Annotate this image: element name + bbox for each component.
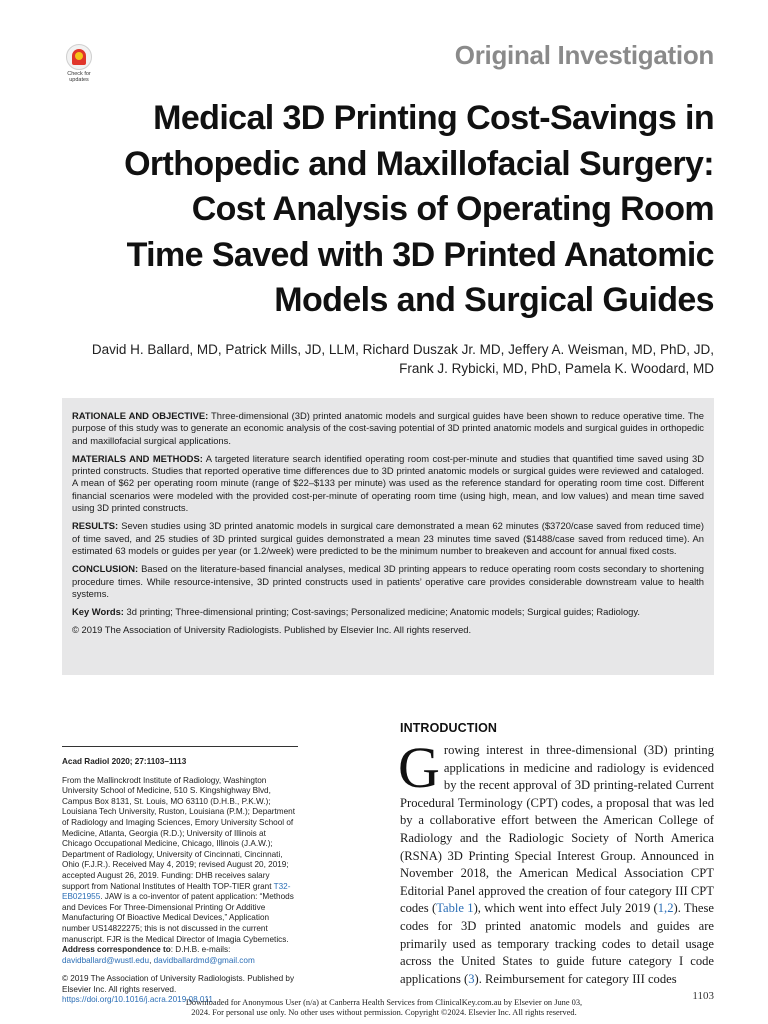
badge-text: Check for updates (67, 71, 91, 83)
introduction-heading: INTRODUCTION (400, 721, 498, 735)
journal-citation: Acad Radiol 2020; 27:1103–1113 (62, 757, 187, 766)
abstract-methods (72, 453, 704, 514)
abstract-keywords (72, 606, 704, 618)
title-line: Medical 3D Printing Cost-Savings in (153, 99, 714, 137)
title-line: Time Saved with 3D Printed Anatomic (126, 235, 714, 274)
page-number: 1103 (692, 990, 714, 1002)
abstract-results (72, 520, 704, 557)
results-text: Seven studies using 3D printed anatomic models in surgical care demonstrated a mean 62 minutes ($3720/case saved from reduced time) of time saved, and 25 studies of 3D printed surgical guides demonstrated a mean 23 minutes time saved ($1488/case saved from reduced time). An estimated 63 models or guides per year (or 1.2/week) were predicted to be the minimum number to breakeven and account for annual fixed costs. (72, 520, 705, 556)
citation-link[interactable]: 1,2 (657, 901, 674, 916)
intro-text-3: ). These codes for 3D printed anatomic models and guides are primarily used as temporary tracking codes to detail usage across the United States to guide future category I code applications ( (400, 901, 714, 986)
title-line: Models and Surgical Guides (274, 281, 714, 319)
abstract-rationale (72, 410, 704, 447)
abstract-copyright: © 2019 The Association of University Radiologists. Published by Elsevier Inc. All rights reserved. (72, 624, 472, 636)
doi-link[interactable]: https://doi.org/10.1016/j.acra.2019.08.011 (62, 995, 213, 1005)
drop-cap: G (398, 735, 440, 800)
table-reference-link[interactable]: Table 1 (436, 901, 474, 916)
affiliation-text: From the Mallinckrodt Institute of Radiology, Washington University School of Medicine, 510 S. Kingshighway Blvd, Campus Box 8131, St. Louis, MO 63110 (D.H.B., P.K.W.); Louisiana Tech University, Ruston, Louisiana (P.M.); Department of Radiology and Imaging Sciences, Emory University School of Medicine, Atlanta, Georgia (R.D.); University of Illinois at Chicago Occupational Medicine, Chicago, Illinois (J.A.W.); Department of Radiology, University of Cincinnati, Cincinnati, Ohio (F.J.R.). Received May 4, 2019; revised August 20, 2019; accepted August 26, 2019. Funding: DHB receives salary support from National Institutes of Health TOP-TIER grant (62, 775, 295, 891)
affiliations (62, 776, 298, 967)
methods-text: A targeted literature search identified operating room cost-per-minute and studies that quantified time saved using 3D printed constructs. Studies that reported operative time differences due to 3D printed anatomic models or surgical guides were reviewed and cataloged. A mean of $62 per operating room minute (range of $22–$133 per minute) was used as the reference standard for operating room time cost. Different financial scenarios were modeled with the provided cost-per-minute of operating room time (using high, mean, and low values) and mean time saved using 3D printed constructs. (72, 452, 704, 514)
rationale-text: Three-dimensional (3D) printed anatomic models and surgical guides have been shown to reduce operative time. The purpose of this study was to generate an economic analysis of the cost-saving potential of 3D printed anatomic models and surgical guides in orthopedic and maxillofacial surgical applications. (72, 410, 705, 446)
intro-text-2: ), which went into effect July 2019 ( (473, 901, 658, 916)
copyright-notice: © 2019 The Association of University Radiologists. Published by Elsevier Inc. All rights reserved. (62, 974, 295, 994)
section-label: Original Investigation (454, 40, 714, 70)
article-info-column (62, 746, 298, 1006)
check-for-updates-icon (66, 44, 92, 70)
methods-label: MATERIALS AND METHODS: (72, 452, 203, 464)
check-for-updates-badge[interactable] (62, 44, 96, 84)
title-line: Orthopedic and Maxillofacial Surgery: (124, 144, 714, 183)
abstract-conclusion (72, 563, 704, 600)
author-line: David H. Ballard, MD, Patrick Mills, JD, LLM, Richard Duszak Jr. MD, Jeffery A. Weisman, MD, PhD, JD, (91, 342, 714, 357)
introduction-text (398, 735, 714, 988)
email-link-2[interactable]: davidballardmd@gmail.com (153, 955, 255, 965)
conclusion-text: Based on the literature-based financial analyses, medical 3D printing appears to reduce operating room costs secondary to shortening procedure times. While resource-intensive, 3D printed constructs used in patients’ operative care provides considerable downstream value to health systems. (72, 563, 704, 599)
author-line: Frank J. Rybicki, MD, PhD, Pamela K. Woodard, MD (399, 361, 714, 376)
email-separator: , (149, 955, 152, 965)
grant-link[interactable]: T32-EB021955 (62, 881, 291, 902)
email-link[interactable]: davidballard@wustl.edu (62, 955, 150, 965)
title-line: Cost Analysis of Operating Room (191, 190, 714, 228)
footer-line: Downloaded for Anonymous User (n/a) at Canberra Health Services from ClinicalKey.com.au by Elsevier on June 03, (185, 998, 583, 1007)
results-label: RESULTS: (72, 520, 119, 532)
correspondence-name: : D.H.B. e-mails: (170, 945, 231, 955)
citation-link-3[interactable]: 3 (468, 971, 475, 986)
correspondence-label: Address correspondence to (62, 945, 171, 955)
article-title (54, 96, 714, 324)
download-footer (0, 998, 768, 1018)
rationale-label: RATIONALE AND OBJECTIVE: (72, 410, 209, 421)
keywords-text: 3d printing; Three-dimensional printing; Cost-savings; Personalized medicine; Anatomic models; Surgical guides; Radiology. (126, 606, 640, 618)
author-list (34, 340, 714, 378)
divider (62, 746, 298, 747)
intro-text: rowing interest in three-dimensional (3D) printing applications in medicine and radiology is evidenced by the recent approval of 3D printing-related Current Procedural Terminology (CPT) codes, a proposal that was led by a collaborative effort between the American College of Radiology and the Radiologic Society of North America (RSNA) 3D Printing Special Interest Group. Announced in November 2018, the American Medical Association CPT Editorial Panel approved the creation of four category III CPT codes ( (400, 743, 714, 916)
keywords-label: Key Words: (72, 606, 124, 618)
conclusion-label: CONCLUSION: (72, 563, 139, 575)
footer-line: 2024. For personal use only. No other uses without permission. Copyright ©2024. Elsevier Inc. All rights reserved. (191, 1008, 577, 1017)
affiliation-text-2: . JAW is a co-inventor of patent application: “Methods and Devices For Three-Dimensional Printing Or Additive Manufacturing Of Bioactive Medical Devices,” Application number US14822275; this is not discussed in the current manuscript. FJR is the Medical Director of Imagia Cybernetics. (62, 892, 294, 944)
abstract-box (62, 398, 714, 675)
intro-text-4: ). Reimbursement for category III codes (474, 971, 677, 986)
